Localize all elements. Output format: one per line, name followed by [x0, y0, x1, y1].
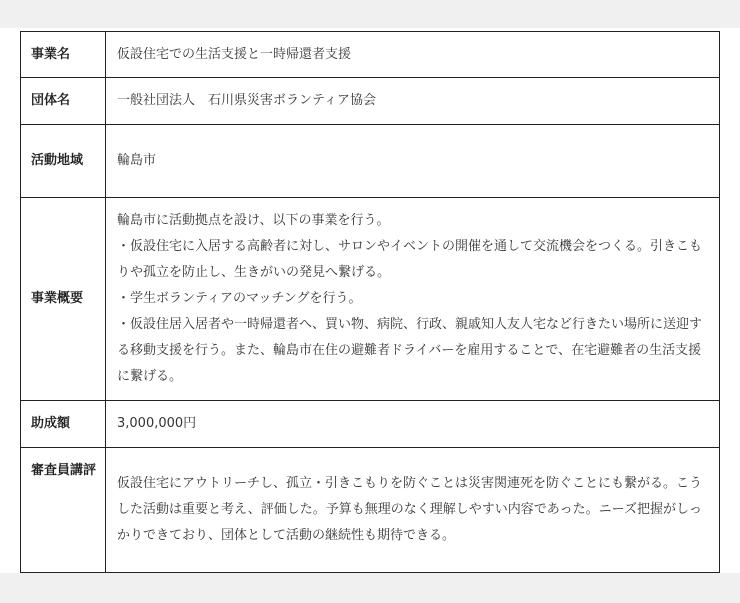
page: [0, 28, 740, 573]
label-grant-amount: 助成額: [21, 401, 106, 448]
label-project-summary: 事業概要: [21, 198, 106, 401]
table-row-grant-amount: [21, 401, 720, 448]
summary-paragraph: ・仮設住居入居者や一時帰還者へ、買い物、病院、行政、親戚知人友人宅など行きたい場所に送迎する移動支援を行う。また、輪島市在住の避難者ドライバーを雇用することで、在宅避難者の生活支援に繋げる。: [117, 317, 703, 384]
value-activity-area: [106, 125, 720, 198]
value-review-comment: [106, 448, 720, 573]
value-project-name: [106, 32, 720, 78]
summary-paragraph: 輪島市に活動拠点を設け、以下の事業を行う。: [117, 213, 390, 228]
value-grant-amount: [106, 401, 720, 448]
value-activity-area-text: 輪島市: [117, 153, 157, 168]
value-project-summary: [106, 198, 720, 401]
summary-paragraph: ・学生ボランティアのマッチングを行う。: [117, 291, 362, 306]
label-review-comment: 審査員講評: [21, 448, 106, 573]
label-organization: 団体名: [21, 78, 106, 125]
value-project-name-text: 仮設住宅での生活支援と一時帰還者支援: [117, 46, 352, 62]
table-row-project-summary: [21, 198, 720, 401]
table-row-activity-area: [21, 125, 720, 198]
label-project-name: 事業名: [21, 32, 106, 78]
value-organization: [106, 78, 720, 125]
value-organization-text: 一般社団法人 石川県災害ボランティア協会: [117, 93, 376, 108]
summary-paragraph: ・仮設住宅に入居する高齢者に対し、サロンやイベントの開催を通して交流機会をつくる。引きこもりや孤立を防止し、生きがいの発見へ繋げる。: [117, 239, 703, 280]
project-info-table: [20, 31, 720, 573]
value-grant-amount-text: 3,000,000円: [117, 416, 197, 431]
table-row-project-name: [21, 32, 720, 78]
value-review-comment-text: 仮設住宅にアウトリーチし、孤立・引きこもりを防ぐことは災害関連死を防ぐことにも繋がる。こうした活動は重要と考え、評価した。予算も無理のなく理解しやすい内容であった。ニーズ把握がしっかりできており、団体として活動の継続性も期待できる。: [117, 476, 703, 543]
label-activity-area: 活動地域: [21, 125, 106, 198]
table-row-review-comment: [21, 448, 720, 573]
table-row-organization: [21, 78, 720, 125]
